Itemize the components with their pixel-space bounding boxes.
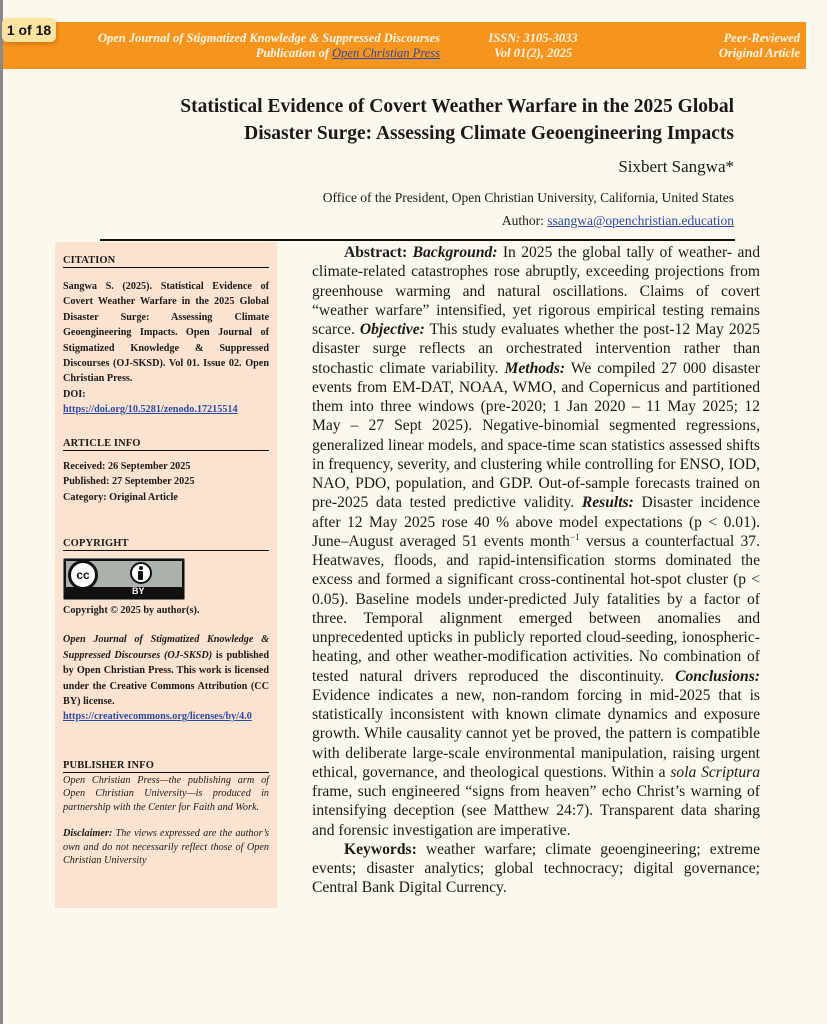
volume: Vol 01(2), 2025	[493, 46, 573, 60]
background-label: Background:	[412, 244, 498, 261]
abstract-label: Abstract:	[344, 244, 408, 261]
citation-text: Sangwa S. (2025). Statistical Evidence of Covert Weather Warfare in the 2025 Global Disaster Surge: Assessing Climate Geoengineering Impacts. Open Journal of Stigmatized Knowledge & Suppressed Discourses (OJ-SKSD). Vol 01. Issue 02. Open Christian Press.	[63, 281, 269, 385]
article-type-block	[660, 31, 800, 61]
objective-text: This study evaluates whether the post-12 May 2025 disaster surge reflects an orchestrated intervention rather than stochastic climate variability.	[312, 321, 761, 377]
doi-link[interactable]: https://doi.org/10.5281/zenodo.17215514	[63, 404, 238, 416]
results-superscript: −1	[569, 531, 580, 542]
creative-commons-icon: cc	[68, 560, 98, 590]
cc-by-license-badge[interactable]	[63, 558, 185, 600]
disclaimer-label: Disclaimer:	[63, 828, 113, 840]
results-text-a: Disaster incidence after 12 May 2025 rose 40 % above model expectations (p < 0.01). June–August averaged 51 events month	[312, 494, 760, 550]
disclaimer-text: The views expressed are the author’s own and do not necessarily reflect those of Open Christian University	[63, 828, 269, 867]
conclusions-label: Conclusions:	[675, 667, 760, 685]
citation-heading: CITATION	[63, 255, 269, 268]
results-label: Results:	[581, 494, 634, 512]
review-status: Peer-Reviewed	[723, 31, 800, 45]
author-name: Sixbert Sangwa*	[618, 157, 734, 176]
page-indicator-badge: 1 of 18	[2, 18, 56, 42]
journal-header-band	[3, 22, 806, 69]
paper-title	[100, 93, 734, 147]
title-line-1: Statistical Evidence of Covert Weather Warfare in the 2025 Global	[180, 96, 734, 117]
journal-name-block	[70, 31, 440, 61]
conclusions-text-a: Evidence indicates a new, non-random forcing in mid-2025 that is statistically inconsistent with known climate dynamics and exposure growth. While causality cannot yet be proved, the pattern is compatible with deliberate large-scale environmental manipulation, raising urgent ethical, governance, and theological questions. Within a	[312, 686, 760, 781]
published-date: Published: 27 September 2025	[63, 476, 195, 488]
license-statement	[63, 632, 269, 709]
journal-name-italic: Open Journal of Stigmatized Knowledge & Suppressed Discourses (OJ-SKSD)	[63, 634, 269, 661]
issn-block	[473, 31, 593, 61]
author-affiliation: Office of the President, Open Christian University, California, United States	[322, 190, 734, 205]
article-type: Original Article	[718, 46, 800, 60]
title-divider	[100, 239, 735, 241]
doi-line	[63, 402, 269, 417]
article-info-section	[63, 438, 269, 505]
license-link-line	[63, 709, 269, 724]
keywords-label: Keywords:	[344, 840, 417, 858]
results-text-b: versus a counterfactual 37. Heatwaves, floods, and rapid-intensification storms dominated the excess and formed a significant cross-continental hot-spot cluster (p < 0.05). Baseline models under-predicted July fatalities by a factor of three. Temporal alignment emerged between anomalies and unprecedented upticks in publicly reported cloud-seeding, ionospheric-heating, and other weather-modification activities. No combination of tested natural drivers reproduced the discontinuity.	[312, 532, 760, 685]
author-contact	[502, 213, 734, 229]
conclusions-text-b: frame, such engineered “signs from heaven” echo Christ’s warning of intensifying deception (see Matthew 24:7). Transparent data sharing and forensic investigation are imperative.	[312, 783, 760, 839]
by-label: BY	[132, 586, 145, 596]
copyright-heading: COPYRIGHT	[63, 538, 269, 551]
title-line-2: Disaster Surge: Assessing Climate Geoengineering Impacts	[244, 123, 734, 144]
received-date: Received: 26 September 2025	[63, 461, 191, 472]
author-email-link[interactable]: ssangwa@openchristian.education	[547, 213, 734, 228]
citation-section	[63, 255, 269, 418]
abstract-body	[312, 243, 760, 840]
viewer-left-edge	[0, 0, 3, 1024]
methods-text: We compiled 27 000 disaster events from EM-DAT, NOAA, WMO, and Copernicus and partitioned them into three windows (pre-2020; 1 Jan 2020 – 11 May 2025; 12 May – 27 Sept 2025). Negative-binomial segmented regressions, generalized linear models, and space-time scan statistics assessed shifts in frequency, severity, and clustering while controlling for ENSO, IOD, NAO, PDO, population, and GDP. Out-of-sample forecasts trained on pre-2025 data tested predictive validity.	[312, 359, 761, 512]
keywords-text: weather warfare; climate geoengineering; extreme events; disaster analytics; global technocracy; digital governance; Central Bank Digital Currency.	[312, 840, 760, 897]
keywords	[312, 840, 760, 898]
publisher-line	[70, 46, 440, 61]
background-text: In 2025 the global tally of weather- and climate-related catastrophes rose abruptly, exceeding projections from greenhouse warming and natural oscillations. Claims of covert “weather warfare” intensified, yet rigorous empirical testing remains scarce.	[312, 244, 760, 338]
disclaimer	[63, 827, 269, 867]
publisher-info-section	[63, 760, 269, 867]
abstract-section	[312, 243, 760, 898]
methods-label: Methods:	[504, 359, 566, 377]
issn: ISSN: 3105-3033	[488, 31, 578, 45]
doi-label: DOI:	[63, 388, 86, 400]
publisher-info-heading: PUBLISHER INFO	[63, 760, 269, 773]
attribution-person-icon	[130, 562, 152, 584]
copyright-section	[63, 538, 269, 725]
article-sidebar	[55, 242, 277, 908]
publisher-info-text: Open Christian Press—the publishing arm of Open Christian University—is produced in partnership with the Center for Faith and Work.	[63, 775, 269, 813]
author-label: Author:	[501, 213, 548, 228]
article-info-heading: ARTICLE INFO	[63, 438, 269, 451]
objective-label: Objective:	[359, 321, 425, 338]
license-link[interactable]: https://creativecommons.org/licenses/by/4.0	[63, 711, 252, 723]
copyright-notice: Copyright © 2025 by author(s).	[63, 605, 200, 616]
publisher-link[interactable]: Open Christian Press	[332, 46, 440, 60]
license-text: is published by Open Christian Press. This work is licensed under the Creative Commons Attribution (CC BY) license.	[63, 649, 269, 708]
article-category: Category: Original Article	[63, 491, 178, 503]
conclusions-italic: sola Scriptura	[670, 763, 760, 781]
journal-name: Open Journal of Stigmatized Knowledge & Suppressed Discourses	[97, 31, 440, 45]
publication-prefix: Publication of	[255, 46, 333, 60]
